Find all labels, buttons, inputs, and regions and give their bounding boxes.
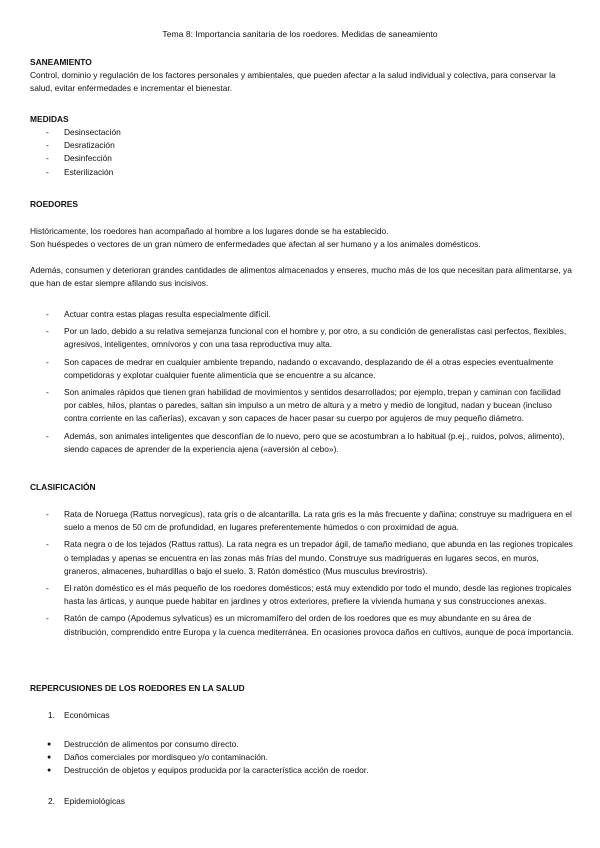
list-item (30, 582, 575, 608)
list-item (30, 508, 575, 534)
list-item (30, 325, 575, 351)
medidas-list (30, 126, 575, 179)
list-item-text: Por un lado, debido a su relativa semejanza funcional con el hombre y, por otro, a su condición de generalistas casi perfectos, flexibles, agresivos, inteligentes, omnívoros y con una tasa reproductiva muy alta. (64, 326, 567, 350)
list-item (30, 612, 575, 638)
list-item-text: Daños comerciales por mordisqueo y/o contaminación. (64, 752, 268, 763)
list-item-text: El ratón doméstico es el más pequeño de los roedores domésticos; está muy extendido por todo el mundo, desde las regiones tropicales hasta las árticas, y aunque puede habitar en jardines y otros exteriores, prefiere la vivienda humana y sus construcciones anexas. (64, 583, 572, 607)
heading-repercusiones: REPERCUSIONES DE LOS ROEDORES EN LA SALUD (30, 683, 245, 693)
clasificacion-list (30, 508, 575, 639)
repercusiones-section-2 (30, 795, 575, 808)
list-item (30, 430, 575, 456)
heading-medidas: MEDIDAS (30, 114, 69, 124)
dash-marker: - (46, 153, 49, 164)
dash-marker: - (46, 613, 49, 624)
list-item-text: Además, son animales inteligentes que desconfían de lo nuevo, pero que se acostumbran a lo habitual (p.ej., ruidos, polvos, alimento), siendo capaces de aprender de la experiencia ajena («aversión al cebo»). (64, 430, 565, 454)
numbered-item (30, 709, 575, 722)
list-item-text: Esterilización (64, 166, 114, 177)
heading-roedores: ROEDORES (30, 199, 78, 209)
heading-clasificacion: CLASIFICACIÓN (30, 482, 96, 492)
dash-marker: - (46, 326, 49, 337)
list-item-text: Destrucción de alimentos por consumo directo. (64, 739, 239, 749)
dash-marker: - (46, 430, 49, 441)
dash-marker: - (46, 356, 49, 367)
list-item (30, 738, 575, 751)
repercusiones-section-1 (30, 709, 575, 722)
list-item-text: Desinfección (64, 153, 112, 164)
dash-marker: - (46, 309, 49, 319)
list-item-text: Son capaces de medrar en cualquier ambiente trepando, nadando o excavando, desplazando de él a otras especies eventualmente competidoras y explotar cualquier fuente alimenticia que se encuentre a su alcance. (64, 356, 554, 380)
number-marker: 1. (48, 710, 55, 720)
list-item-text: Desinsectación (64, 127, 121, 137)
numbered-item-label: Económicas (64, 710, 110, 720)
numbered-item (30, 795, 575, 808)
list-item (30, 308, 575, 321)
dash-marker: - (46, 140, 49, 151)
dash-marker: - (46, 509, 49, 519)
dash-marker: - (46, 583, 49, 594)
dash-marker: - (46, 387, 49, 398)
roedores-paragraph-1: Históricamente, los roedores han acompañado al hombre a los lugares donde se ha establecido. (30, 226, 389, 236)
heading-saneamiento: SANEAMIENTO (30, 57, 92, 67)
list-item (30, 356, 575, 382)
list-item-text: Desratización (64, 140, 115, 151)
bullet-marker: ● (47, 767, 52, 775)
list-item (30, 166, 575, 179)
dash-marker: - (46, 166, 49, 177)
list-item-text: Ratón de campo (Apodemus sylvaticus) es un micromamífero del orden de los roedores que es muy abundante en su área de distribución, comprendido entre Europa y la cuenca mediterránea. En ocasiones provoca daños en cultivos, aunque de poca importancia. (64, 613, 574, 637)
list-item-text: Son animales rápidos que tienen gran habilidad de movimientos y sentidos desarrollados; por ejemplo, trepan y caminan con facilidad por cables, hilos, plantas o paredes, saltan sin impulso a un metro de altura y a metro y medio de longitud, nadan y bucean (incluso contra corriente en las cañerías), excavan y son capaces de hacer pasar su cuerpo por agujeros de muy pequeño diámetro. (64, 387, 561, 424)
list-item-text: Rata negra o de los tejados (Rattus rattus). La rata negra es un trepador ágil, de tamaño mediano, que abunda en las regiones tropicales o templadas y apenas se encuentra en las zonas más frías del mundo. Construye sus madrigueras en lugares secos, en muros, graneros, almacenes, buhardillas o bajo el suelo. 3. Ratón doméstico (Mus musculus brevirostris). (64, 539, 573, 576)
saneamiento-definition: Control, dominio y regulación de los factores personales y ambientales, que pueden afectar a la salud individual y colectiva, para conservar la salud, evitar enfermedades e incrementar el bienestar. (30, 70, 556, 94)
roedores-list (30, 308, 575, 456)
dash-marker: - (46, 539, 49, 550)
list-item-text: Rata de Noruega (Rattus norvegicus), rata gris o de alcantarilla. La rata gris es la más frecuente y dañina; construye su madriguera en el suelo a menos de 50 cm de profundidad, en lugares preferentemente húmedos o con proximidad de agua. (64, 509, 572, 533)
list-item (30, 751, 575, 764)
list-item (30, 764, 575, 777)
dash-marker: - (46, 127, 49, 137)
economicas-list (30, 738, 575, 778)
roedores-paragraph-3: Además, consumen y deterioran grandes cantidades de alimentos almacenados y enseres, mucho más de los que necesitan para alimentarse, ya que han de estar siempre afilando sus incisivos. (30, 265, 572, 289)
list-item (30, 152, 575, 165)
roedores-paragraph-2: Son huéspedes o vectores de un gran número de enfermedades que afectan al ser humano y a los animales domésticos. (30, 239, 481, 249)
number-marker: 2. (48, 796, 55, 806)
list-item (30, 538, 575, 578)
numbered-item-label: Epidemiológicas (64, 796, 125, 806)
list-item (30, 386, 575, 426)
list-item (30, 139, 575, 152)
bullet-marker: ● (47, 754, 52, 762)
bullet-marker: ● (47, 741, 52, 748)
document-title: Tema 8: Importancia sanitaria de los roedores. Medidas de saneamiento (162, 29, 438, 39)
list-item-text: Destrucción de objetos y equipos producida por la característica acción de roedor. (64, 765, 369, 776)
list-item-text: Actuar contra estas plagas resulta especialmente difícil. (64, 309, 271, 319)
list-item (30, 126, 575, 139)
